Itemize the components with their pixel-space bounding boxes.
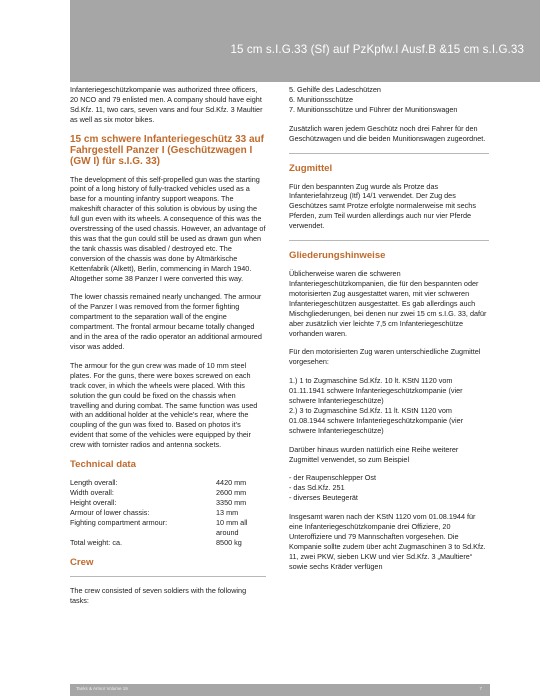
crew-task-list (289, 85, 489, 115)
section-divider (289, 240, 489, 241)
table-row (70, 538, 266, 548)
list-item: - das Sd.Kfz. 251 (289, 483, 345, 493)
page-number: 7 (479, 686, 482, 691)
table-row (70, 488, 266, 498)
zugmittel-paragraph: Für den bespannten Zug wurde als Protze das Infanteriefahrzeug (Itf) 14/1 verwendet. Der Zug des Geschützes samt Protze erfolgte normalerweise mit sechs Pferden, zum Teil wurden allerdings auch nur vier Pferde verwendet. (289, 181, 476, 231)
table-row (70, 508, 266, 518)
additional-tractors-paragraph: Darüber hinaus wurden natürlich eine Reihe weiterer Zugmittel verwendet, so zum Beispiel (289, 444, 459, 464)
page-title: 15 cm s.I.G.33 (Sf) auf PzKpfw.I Ausf.B &15 cm s.I.G.33 (230, 43, 524, 56)
tech-label: Total weight: ca. (70, 537, 122, 547)
list-item: 6. Munitionsschütze (289, 94, 354, 104)
tech-label: Fighting compartment armour: (70, 517, 168, 527)
section-heading-crew: Crew (70, 557, 94, 569)
section-heading-zugmittel: Zugmittel (289, 162, 333, 174)
page-header-band (70, 0, 540, 82)
crew-paragraph: The crew consisted of seven soldiers with the following tasks: (70, 586, 247, 606)
section-heading-main: 15 cm schwere Infanteriegeschütz 33 auf Fahrgestell Panzer I (Geschützwagen I (GW I) für s.I.G. 33) (70, 133, 264, 168)
gliederung-paragraph-1: Üblicherweise waren die schweren Infanteriegeschützkompanien, die für den bespannten oder motorisierten Zug ausgestattet waren, mit vier schweren Infanteriegeschützen ausgestattet. Es gab allerdings auch Mischgliederungen, bei denen nur zwei 15 cm s.I.G. 33, dafür aber zusätzlich vier leichte 7,5 cm Infanteriegeschütze vorhanden waren. (289, 269, 487, 338)
page-footer-band (70, 684, 490, 696)
table-row (70, 518, 266, 538)
tech-label: Width overall: (70, 487, 114, 497)
zugmittel-list (289, 376, 489, 435)
intro-paragraph: Infanteriegeschützkompanie was authorized three officers, 20 NCO and 79 enlisted men. A company should have eight Sd.Kfz. 11, two cars, seven vans and four Sd.Kfz. 3 Maultier as well as six motor bikes. (70, 85, 263, 124)
list-item: 5. Gehilfe des Ladeschützen (289, 85, 381, 94)
paragraph-development: The development of this self-propelled gun was the starting point of a long history of fully-tracked vehicles used as a base for a mounting infantry support weapons. The makeshift character of this solution is obvious by using the full gun even with its wheels. A consequence of this was the overstressing of the used chassis. However, an advantage of this was that the gun could still be used as drawn gun when the tank chassis was disabled / destroyed etc. The conversion of the chassis was done by Altmärkische Kettenfabrik (Alkett), Berlin, commencing in March 1940. Altogether some 38 Panzer I were converted this way. (70, 174, 266, 283)
paragraph-chassis: The lower chassis remained nearly unchanged. The armour of the Panzer I was removed from the former fighting compartment to the separation wall of the engine compartment. The frontal armour became totally changed and in the area of the radio operator an additional armoured visor was added. (70, 292, 262, 352)
list-item: - diverses Beutegerät (289, 493, 358, 503)
tech-value: 8500 kg (216, 537, 242, 547)
technical-data-table (70, 478, 266, 547)
tech-label: Height overall: (70, 497, 117, 507)
tractor-dash-list (289, 473, 489, 503)
tech-value: 13 mm (216, 507, 239, 517)
tech-label: Armour of lower chassis: (70, 507, 150, 517)
table-row (70, 478, 266, 488)
list-item: 7. Munitionsschütze und Führer der Munitionswagen (289, 104, 458, 114)
tech-value: 2600 mm (216, 487, 247, 497)
footer-publication: Tanks & Armor Volume 19 (76, 686, 128, 691)
table-row (70, 498, 266, 508)
right-column (289, 85, 489, 581)
gliederung-paragraph-2: Für den motorisierten Zug waren unterschiedliche Zugmittel vorgesehen: (289, 347, 481, 367)
list-item: - der Raupenschlepper Ost (289, 473, 377, 483)
tech-value: 4420 mm (216, 478, 247, 488)
left-column (70, 85, 266, 615)
paragraph-armour: The armour for the gun crew was made of 10 mm steel plates. For the guns, there were boxes screwed on each track cover, in which the wheels were placed. With this solution the gun could be fixed on the chassis when travelling and during combat. The same function was used with an additional holder at the vehicle’s rear, where the coupling of the gun was fixed to. Based on photos it’s evident that some of the vehicles were equipped by their crew with tornister radios and antenna sockets. (70, 360, 258, 450)
tech-value: 10 mm all around (216, 517, 248, 537)
section-divider (70, 576, 266, 577)
drivers-paragraph: Zusätzlich waren jedem Geschütz noch drei Fahrer für den Geschützwagen und die beiden Munitionswagen zugeordnet. (289, 123, 486, 143)
section-divider (289, 153, 489, 154)
list-item: 1.) 1 to Zugmaschine Sd.Kfz. 10 lt. KStN 1120 vom 01.11.1941 schwere Infanteriegeschützkompanie (vier schwere Infanteriegeschütze) (289, 376, 463, 406)
tech-label: Length overall: (70, 478, 118, 488)
list-item: 2.) 3 to Zugmaschine Sd.Kfz. 11 lt. KStN 1120 vom 01.08.1944 schwere Infanteriegeschützkompanie (vier schwere Infanteriegeschütze) (289, 405, 464, 435)
final-paragraph: Insgesamt waren nach der KStN 1120 vom 01.08.1944 für eine Infanteriegeschützkompanie drei Offiziere, 20 Unteroffiziere und 79 Mannschaften vorgesehen. Die Kompanie sollte zudem über acht Zugmaschinen 3 to Sd.Kfz. 11, zwei PKW, sieben LKW und vier Sd.Kfz. 3 „Maultiere“ sowie sechs Kräder verfügen (289, 512, 486, 571)
tech-value: 3350 mm (216, 497, 247, 507)
section-heading-gliederung: Gliederungshinweise (289, 250, 386, 262)
section-heading-technical: Technical data (70, 459, 136, 471)
